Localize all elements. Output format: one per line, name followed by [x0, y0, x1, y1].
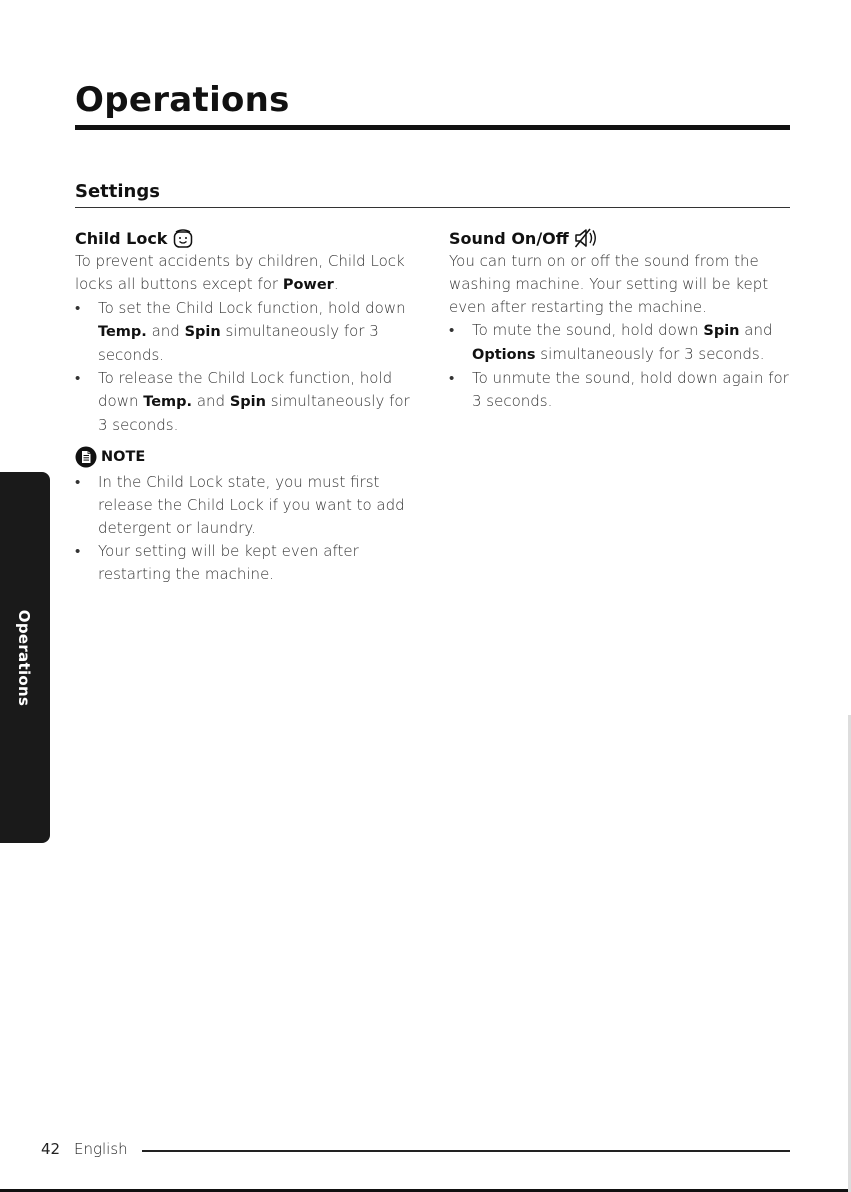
list-item: • In the Child Lock state, you must first release the Child Lock if you want to add detergent or laundry. — [75, 471, 415, 540]
note-bullets — [75, 471, 415, 586]
note-icon — [75, 446, 97, 468]
sound-title: Sound On/Off — [449, 228, 569, 248]
page-title: Operations — [75, 80, 290, 120]
list-item: • To set the Child Lock function, hold down Temp. and Spin simultaneously for 3 seconds. — [75, 297, 415, 367]
note-label: NOTE — [101, 448, 146, 465]
child-lock-section — [75, 226, 415, 586]
title-rule — [75, 125, 790, 130]
list-item: • To unmute the sound, hold down again for 3 seconds. — [449, 367, 794, 413]
list-item: • To release the Child Lock function, hold down Temp. and Spin simultaneously for 3 seconds. — [75, 367, 415, 437]
section-rule — [75, 207, 790, 208]
list-item: • Your setting will be kept even after restarting the machine. — [75, 540, 415, 586]
sound-heading — [449, 226, 794, 250]
page-number: 42 — [41, 1140, 61, 1158]
child-lock-bullets — [75, 297, 415, 437]
section-title: Settings — [75, 181, 160, 202]
sound-intro: You can turn on or off the sound from the washing machine. Your setting will be kept even after restarting the machine. — [449, 252, 769, 316]
sound-bullets — [449, 319, 794, 413]
child-lock-title: Child Lock — [75, 228, 168, 248]
list-item: • To mute the sound, hold down Spin and Options simultaneously for 3 seconds. — [449, 319, 794, 367]
footer-rule — [142, 1150, 790, 1152]
note-heading — [75, 446, 415, 468]
footer-language: English — [74, 1140, 128, 1158]
sound-mute-icon — [574, 227, 600, 249]
child-lock-intro: To prevent accidents by children, Child Lock locks all buttons except for Power. — [75, 252, 405, 293]
sound-section — [449, 226, 794, 413]
side-tab-label: Operations — [15, 609, 33, 707]
child-lock-heading — [75, 226, 415, 250]
child-face-icon — [172, 227, 194, 249]
